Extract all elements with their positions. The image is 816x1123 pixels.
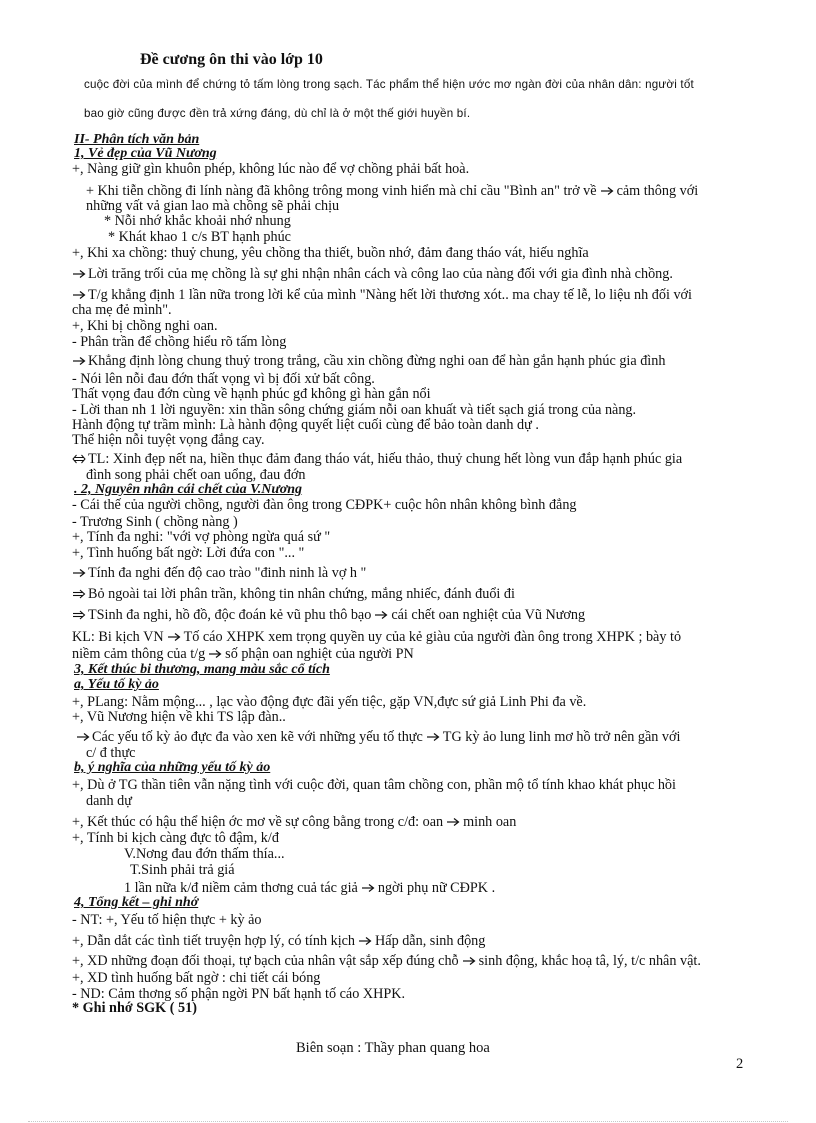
arrow-right-icon — [76, 732, 90, 742]
section-heading-meaning: b, ý nghĩa của những yếu tố kỳ ảo — [74, 760, 271, 775]
text-line: - ND: Cảm thơng số phận ngời PN bất hạnh tố cáo XHPK. — [72, 986, 406, 1002]
arrow-leftright-icon — [72, 454, 86, 464]
text-line: Tính đa nghi đến độ cao trào "đinh ninh là vợ h " — [72, 565, 366, 581]
arrow-right-icon — [208, 649, 222, 659]
text-line: +, Khi xa chồng: thuỷ chung, yêu chồng tha thiết, buồn nhớ, đảm đang tháo vát, hiếu nghĩa — [72, 245, 589, 261]
arrow-right-icon — [72, 269, 86, 279]
section-heading-beauty: 1, Vẻ đẹp của Vũ Nương — [74, 146, 217, 161]
section-heading-cause: . 2, Nguyên nhân cái chết của V.Nương — [74, 482, 303, 497]
text-line: +, XD những đoạn đối thoại, tự bạch của nhân vật sắp xếp đúng chỗ sinh động, khắc hoạ tâ, lý, t/c nhân vật. — [72, 953, 701, 969]
text-line: - Nói lên nỗi đau đớn thất vọng vì bị đối xử bất công. — [72, 371, 375, 387]
text-line: +, PLang: Nằm mộng... , lạc vào động đực đãi yến tiệc, gặp VN,đực sứ giả Linh Phi đa về. — [72, 694, 587, 710]
text-line: Bỏ ngoài tai lời phân trần, không tin nhân chứng, mắng nhiếc, đánh đuổi đi — [72, 586, 515, 602]
text-line: - Cái thế của người chồng, người đàn ông trong CĐPK+ cuộc hôn nhân không bình đẳng — [72, 497, 577, 513]
arrow-right-icon — [72, 290, 86, 300]
text-line: Hành động tự trầm mình: Là hành động quyết liệt cuối cùng để bảo toàn danh dự . — [72, 417, 539, 433]
arrow-double-icon — [72, 589, 86, 599]
text-line: Thể hiện nỗi tuyệt vọng đắng cay. — [72, 432, 265, 448]
text-line: Thất vọng đau đớn cùng về hạnh phúc gđ không gì hàn gắn nổi — [72, 386, 431, 402]
section-heading-analysis: II- Phân tích văn bản — [74, 132, 200, 147]
text-line: +, Khi bị chồng nghi oan. — [72, 318, 218, 334]
page-title: Đề cương ôn thi vào lớp 10 — [140, 51, 323, 68]
text-line: T.Sinh phải trả giá — [130, 862, 235, 878]
arrow-right-icon — [600, 186, 614, 196]
text-line: Các yếu tố kỳ ảo đực đa vào xen kẽ với những yếu tố thực TG kỳ ảo lung linh mơ hồ trở nên gần với — [76, 729, 680, 745]
text-line: T/g khẳng định 1 lần nữa trong lời kể của mình "Nàng hết lời thương xót.. ma chay tế lễ, lo liệu nh đối với — [72, 287, 692, 303]
author-signature: Biên soạn : Thầy phan quang hoa — [296, 1040, 490, 1056]
arrow-double-icon — [72, 610, 86, 620]
text-line: Khẳng định lòng chung thuỷ trong trắng, cầu xin chồng đừng nghi oan để hàn gắn hạnh phúc gia đình — [72, 353, 665, 369]
arrow-right-icon — [426, 732, 440, 742]
text-line: * Khát khao 1 c/s BT hạnh phúc — [108, 229, 291, 245]
section-heading-summary: 4, Tổng kết – ghi nhớ — [74, 895, 199, 910]
text-line: +, Dù ở TG thần tiên vẫn nặng tình với cuộc đời, quan tâm chồng con, phần mộ tổ tính khao khát phục hồi — [72, 777, 676, 793]
text-line: +, Tình huống bất ngờ: Lời đứa con "... " — [72, 545, 305, 561]
text-line: đình song phải chết oan uổng, đau đớn — [86, 467, 306, 483]
footer-divider — [28, 1121, 788, 1122]
arrow-right-icon — [446, 817, 460, 827]
text-line: * Nỗi nhớ khắc khoải nhớ nhung — [104, 213, 291, 229]
page-number: 2 — [736, 1056, 744, 1072]
text-line: V.Nơng đau đớn thấm thía... — [124, 846, 285, 862]
section-heading-fantasy: a, Yếu tố kỳ ảo — [74, 677, 159, 692]
text-line: những vất vả gian lao mà chồng sẽ phải chịu — [86, 198, 340, 214]
text-line: +, Nàng giữ gìn khuôn phép, không lúc nào để vợ chồng phải bất hoà. — [72, 161, 470, 177]
text-line: - NT: +, Yếu tố hiện thực + kỳ ảo — [72, 912, 262, 928]
section-heading-ending: 3, Kết thúc bi thương, mang màu sắc cổ tích — [74, 662, 330, 677]
text-line: +, Dẫn dắt các tình tiết truyện hợp lý, có tính kịch Hấp dẫn, sinh động — [72, 933, 486, 949]
text-line: +, Tính đa nghi: "với vợ phòng ngừa quá sứ " — [72, 529, 331, 545]
text-line: TL: Xinh đẹp nết na, hiền thục đảm đang tháo vát, hiếu thảo, thuỷ chung hết lòng vun đắp hạnh phúc gia — [72, 451, 682, 467]
arrow-right-icon — [462, 956, 476, 966]
text-line: - Trương Sinh ( chồng nàng ) — [72, 514, 238, 530]
text-line: cha mẹ đẻ mình". — [72, 302, 172, 318]
text-line: - Lời than nh 1 lời nguyền: xin thần sông chứng giám nỗi oan khuất và tiết sạch giá trong của nàng. — [72, 402, 637, 418]
text-line: - Phân trần để chồng hiểu rõ tấm lòng — [72, 334, 287, 350]
text-line: danh dự — [86, 793, 132, 809]
intro-line-2: bao giờ cũng được đền trả xứng đáng, dù chỉ là ở một thế giới huyền bí. — [84, 107, 471, 120]
arrow-right-icon — [72, 568, 86, 578]
text-line: Lời trăng trối của mẹ chồng là sự ghi nhận nhân cách và công lao của nàng đối với gia đình nhà chồng. — [72, 266, 673, 282]
arrow-right-icon — [72, 356, 86, 366]
arrow-right-icon — [374, 610, 388, 620]
text-line: +, Kết thúc có hậu thể hiện ớc mơ về sự công bằng trong c/đ: oan minh oan — [72, 814, 517, 830]
text-line: +, Vũ Nương hiện về khi TS lập đàn.. — [72, 709, 286, 725]
text-line: TSinh đa nghi, hồ đồ, độc đoán kẻ vũ phu thô bạo cái chết oan nghiệt của Vũ Nương — [72, 607, 585, 623]
text-line: * Ghi nhớ SGK ( 51) — [72, 1000, 197, 1016]
text-line: 1 lần nữa k/đ niềm cảm thơng cuả tác giả ngời phụ nữ CĐPK . — [124, 880, 496, 896]
text-line: + Khi tiễn chồng đi lính nàng đã không trông mong vinh hiển mà chỉ cầu "Bình an" trở về cảm thông với — [86, 183, 699, 199]
arrow-right-icon — [358, 936, 372, 946]
text-line: niềm cảm thông của t/g số phận oan nghiệt của người PN — [72, 646, 414, 662]
text-line: +, Tính bi kịch càng đực tô đậm, k/đ — [72, 830, 279, 846]
text-line: c/ đ thực — [86, 745, 136, 761]
arrow-right-icon — [167, 632, 181, 642]
intro-line-1: cuộc đời của mình để chứng tỏ tấm lòng trong sạch. Tác phẩm thể hiện ước mơ ngàn đời của nhân dân: người tốt — [84, 78, 694, 91]
text-line: +, XD tình huống bất ngờ : chi tiết cái bóng — [72, 970, 321, 986]
text-line: KL: Bi kịch VN Tố cáo XHPK xem trọng quyền uy của kẻ giàu của người đàn ông trong XHPK ; bày tỏ — [72, 629, 682, 645]
arrow-right-icon — [361, 883, 375, 893]
